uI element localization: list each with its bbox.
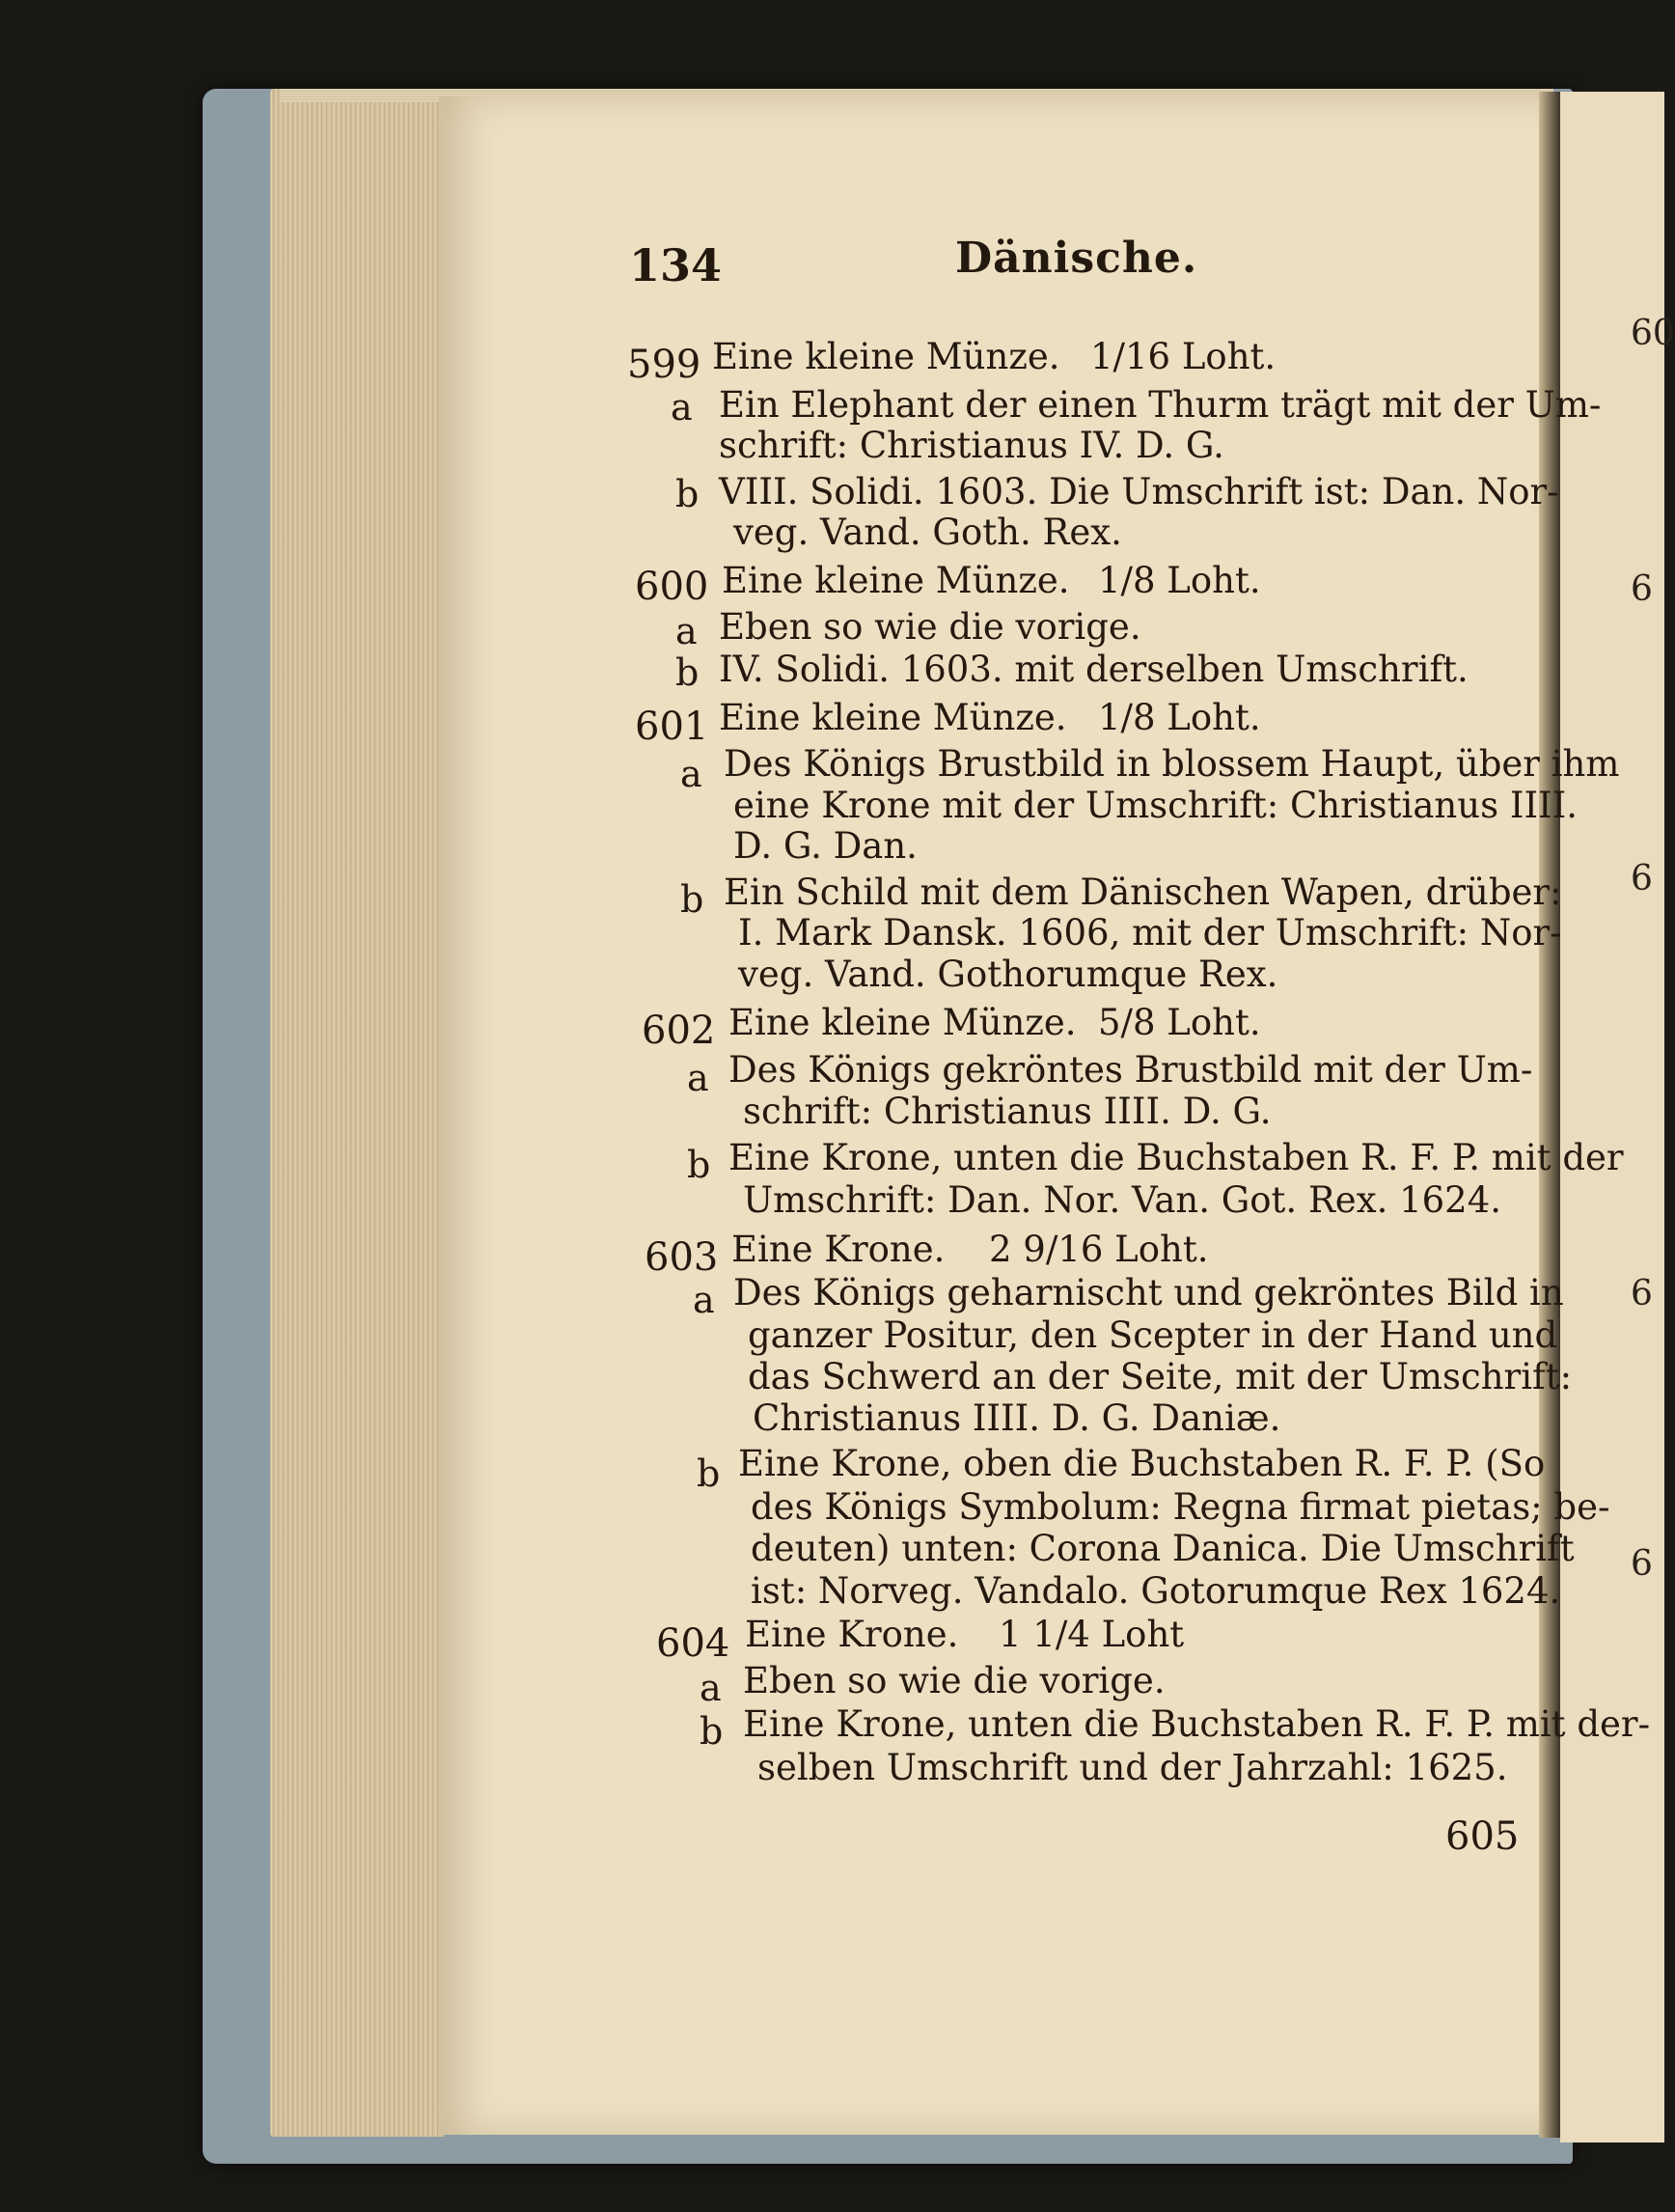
item-line: schrift: Christianus IIII. D. G. xyxy=(743,1091,1272,1132)
item-line: Des Königs Brustbild in blossem Haupt, über ihm xyxy=(724,743,1620,785)
catchword: 605 xyxy=(1445,1814,1520,1859)
edge-fragment: 6 xyxy=(1631,569,1653,609)
entry-weight: 1/8 Loht. xyxy=(1098,697,1261,738)
entry-weight: 1/16 Loht. xyxy=(1090,336,1277,377)
item-line: Eben so wie die vorige. xyxy=(743,1660,1166,1701)
item-letter: a xyxy=(687,1057,709,1099)
item-line: ist: Norveg. Vandalo. Gotorumque Rex 1624. xyxy=(751,1570,1561,1612)
item-line: D. G. Dan. xyxy=(733,825,918,867)
edge-fragment: 6 xyxy=(1631,1274,1653,1313)
entry-number: 603 xyxy=(645,1235,719,1280)
item-line: Eben so wie die vorige. xyxy=(719,606,1141,648)
item-letter: a xyxy=(693,1279,715,1321)
entry-title: Eine kleine Münze. xyxy=(712,336,1060,377)
entry-title: Eine kleine Münze. xyxy=(722,560,1070,601)
item-letter: b xyxy=(675,473,700,515)
entry-title: Eine Krone. xyxy=(745,1614,959,1655)
item-line: I. Mark Dansk. 1606, mit der Umschrift: Nor- xyxy=(738,912,1562,954)
item-line: Des Königs geharnischt und gekröntes Bild in xyxy=(733,1272,1564,1313)
item-letter: a xyxy=(700,1667,722,1709)
item-line: VIII. Solidi. 1603. Die Umschrift ist: Dan. Nor- xyxy=(719,471,1559,512)
entry-title: Eine kleine Münze. xyxy=(719,697,1067,738)
item-line: Ein Elephant der einen Thurm trägt mit der Um- xyxy=(719,384,1602,426)
item-letter: a xyxy=(680,753,702,795)
entry-number: 601 xyxy=(635,705,709,749)
item-line: veg. Vand. Goth. Rex. xyxy=(733,512,1122,553)
item-line: Ein Schild mit dem Dänischen Wapen, drüber: xyxy=(724,871,1562,913)
item-line: Eine Krone, oben die Buchstaben R. F. P. (So xyxy=(738,1443,1546,1484)
entry-weight: 2 9/16 Loht. xyxy=(989,1229,1209,1270)
entry-title: Eine Krone. xyxy=(731,1229,946,1270)
item-line: eine Krone mit der Umschrift: Christianus IIII. xyxy=(733,785,1579,826)
item-line: schrift: Christianus IV. D. G. xyxy=(719,425,1224,466)
item-letter: b xyxy=(687,1144,711,1186)
item-line: IV. Solidi. 1603. mit derselben Umschrift. xyxy=(719,649,1469,690)
entry-number: 599 xyxy=(627,343,701,387)
edge-fragment: 6 xyxy=(1631,1544,1653,1584)
edge-fragment: 60 xyxy=(1631,314,1675,353)
page-edges xyxy=(270,89,444,2137)
item-line: des Königs Symbolum: Regna firmat pietas; be- xyxy=(751,1486,1610,1528)
item-letter: b xyxy=(700,1710,724,1753)
entry-number: 604 xyxy=(656,1621,730,1666)
item-letter: a xyxy=(675,610,698,652)
item-line: Des Königs gekröntes Brustbild mit der Um- xyxy=(728,1049,1533,1091)
entry-weight: 1 1/4 Loht xyxy=(999,1614,1185,1655)
item-line: selben Umschrift und der Jahrzahl: 1625. xyxy=(757,1747,1508,1788)
entry-weight: 5/8 Loht. xyxy=(1098,1002,1261,1043)
item-letter: b xyxy=(675,651,700,694)
entry-weight: 1/8 Loht. xyxy=(1098,560,1261,601)
entry-number: 600 xyxy=(635,565,709,609)
item-line: deuten) unten: Corona Danica. Die Umschrift xyxy=(751,1528,1575,1569)
item-line: Christianus IIII. D. G. Daniæ. xyxy=(753,1397,1281,1439)
item-line: Eine Krone, unten die Buchstaben R. F. P. mit der- xyxy=(743,1703,1651,1745)
edge-fragment: 6 xyxy=(1631,859,1653,899)
running-head: Dänische. xyxy=(955,234,1198,283)
item-line: ganzer Positur, den Scepter in der Hand und xyxy=(748,1314,1558,1356)
entry-title: Eine kleine Münze. xyxy=(728,1002,1077,1043)
entry-number: 602 xyxy=(642,1009,716,1053)
item-line: Eine Krone, unten die Buchstaben R. F. P. mit der xyxy=(728,1137,1624,1178)
item-line: Umschrift: Dan. Nor. Van. Got. Rex. 1624. xyxy=(743,1179,1502,1221)
page-number: 134 xyxy=(629,239,723,291)
item-letter: a xyxy=(671,386,693,429)
item-letter: b xyxy=(697,1452,721,1495)
item-line: veg. Vand. Gothorumque Rex. xyxy=(738,954,1278,995)
item-letter: b xyxy=(680,878,704,921)
item-line: das Schwerd an der Seite, mit der Umschrift: xyxy=(748,1356,1573,1397)
